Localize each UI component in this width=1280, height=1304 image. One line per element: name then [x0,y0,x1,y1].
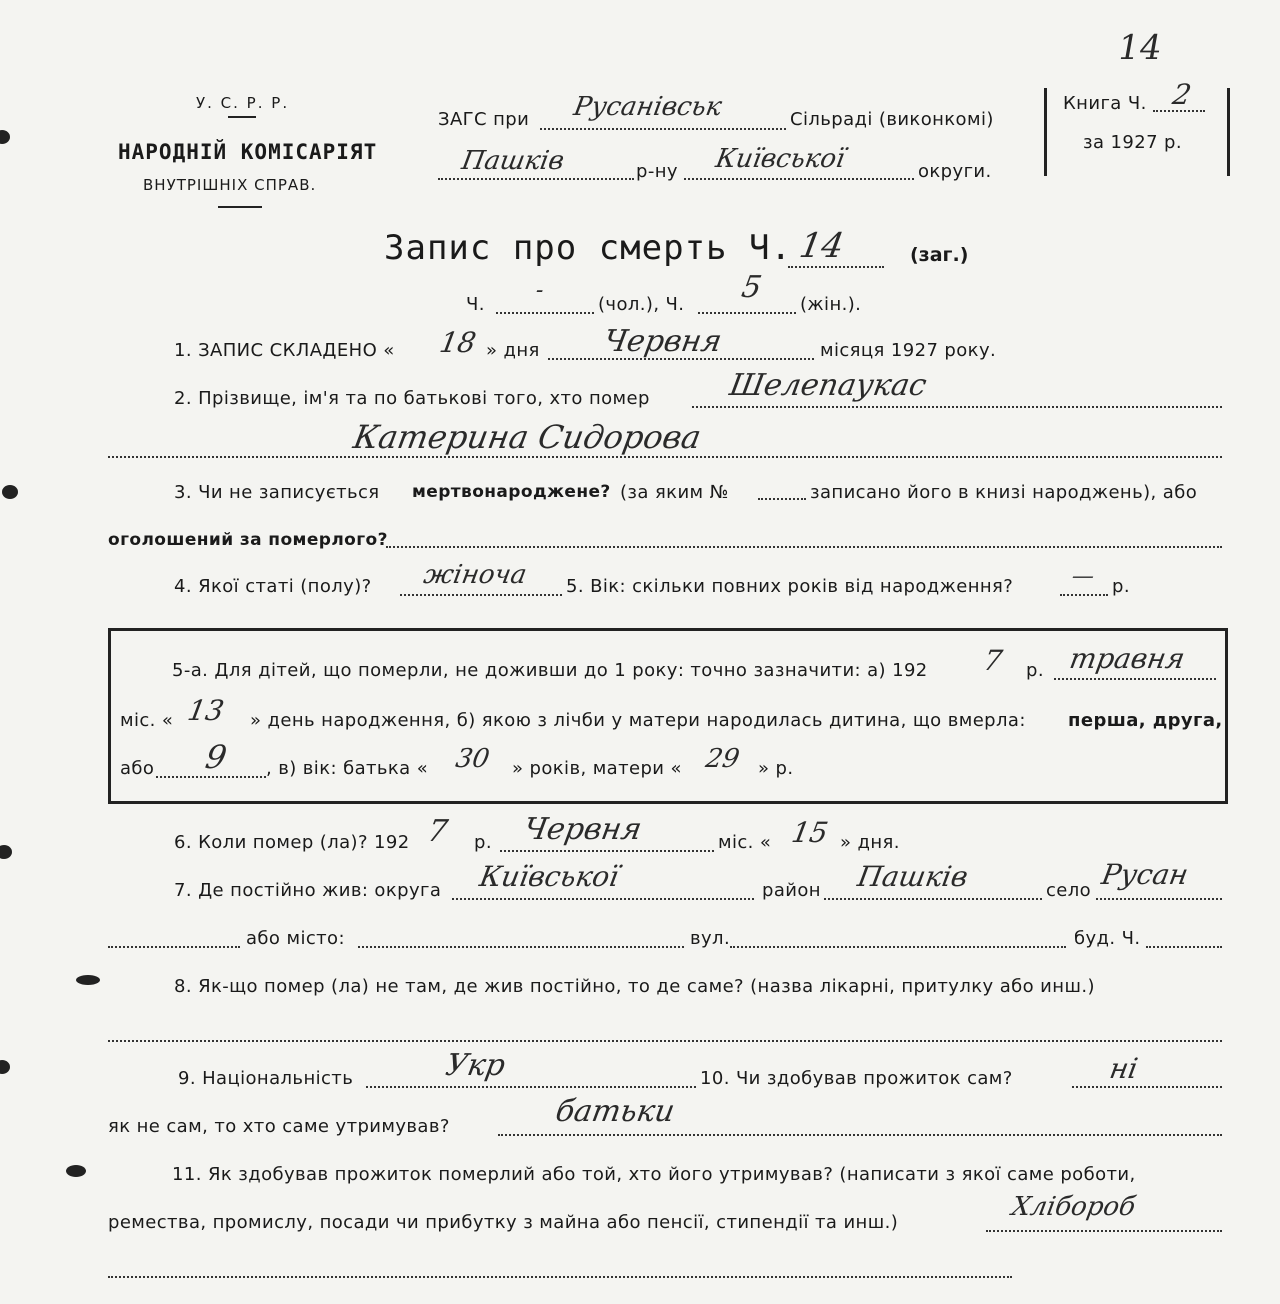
punch-hole [76,975,100,985]
zags-village-value: Русанівськ [571,92,725,122]
f7-misto-label: або місто: [246,928,345,949]
f10-value: ні [1107,1052,1141,1085]
male-count: - [533,278,546,303]
divider [218,206,262,208]
f10-supporter-label: як не сам, то хто саме утримував? [108,1116,450,1137]
f5a-line2: » день народження, б) якою з лічби у матери народилась дитина, що вмерла: [250,710,1026,731]
f11-line2: ремества, промислу, посади чи прибутку з майна або пенсії, стипендії та инш.) [108,1212,899,1233]
f7-okrug: Київської [477,860,622,893]
f10-supporter: батьки [552,1094,678,1129]
department-label: ВНУТРІШНІХ СПРАВ. [143,176,317,194]
f6-month: Червня [520,812,645,847]
f10-label: 10. Чи здобував прожиток сам? [700,1068,1013,1089]
f6-day: 15 [789,816,831,849]
f1-month: Червня [600,324,725,359]
f2-label: 2. Прізвище, ім'я та по батькові того, хто помер [174,388,650,409]
divider [228,116,256,118]
f7-bud-label: буд. Ч. [1074,928,1141,949]
okrug-label: округи. [918,161,992,182]
title-suffix: (заг.) [910,244,969,266]
f6-r: р. [474,832,492,853]
okrug-value: Київської [713,144,848,174]
f4-sex: жіноча [421,560,529,590]
f5-unit: р. [1112,576,1130,597]
f1-day: 18 [437,326,479,359]
book-box [1044,78,1230,176]
f5a-end: » р. [758,758,794,779]
f5a-order: 9 [202,738,230,776]
punch-hole [0,845,12,859]
f3-label: 3. Чи не записується [174,482,380,503]
ministry-label: НАРОДНІЙ КОМІСАРІЯТ [118,140,378,164]
f6-end: » дня. [840,832,900,853]
punch-hole [0,1060,10,1074]
f6-label: 6. Коли помер (ла)? 192 [174,832,410,853]
f5a-line1: 5-а. Для дітей, що померли, не доживши до 1 року: точно зазначити: а) 192 [172,660,928,681]
f5a-first-second: перша, друга, [1068,710,1223,731]
f5a-father-label: , в) вік: батька « [266,758,429,779]
f5a-day: 13 [185,694,227,727]
f7-rayon-label: район [762,880,821,901]
f5a-year-digit: 7 [981,644,1005,677]
count-label: Ч. [466,294,485,315]
f11-line1: 11. Як здобував прожиток померлий або той, хто його утримував? (написати з якої саме роботи, [172,1164,1136,1185]
f5a-r: р. [1026,660,1044,681]
f5a-mis: міс. « [120,710,174,731]
zags-label: ЗАГС при [438,109,530,130]
f3-rest: записано його в книзі народжень), або [810,482,1198,503]
f2-name: Катерина Сидорова [350,418,704,456]
f5-label: 5. Вік: скільки повних років від народження? [566,576,1014,597]
f6-year-digit: 7 [424,814,451,849]
female-count: 5 [738,270,765,305]
f1-mid: » дня [486,340,540,361]
f6-mis: міс. « [718,832,772,853]
zags-council-label: Сільраді (виконкомі) [790,109,994,130]
f3-number-label: (за яким № [620,482,729,503]
f4-label: 4. Якої статі (полу)? [174,576,372,597]
book-label: Книга Ч. [1063,93,1147,114]
page-number: 14 [1114,28,1165,68]
f8-label: 8. Як-що помер (ла) не там, де жив постійно, то де саме? (назва лікарні, притулку або инш.) [174,976,1095,997]
f5a-or: або [120,758,155,779]
book-year: за 1927 р. [1083,132,1183,153]
f7-label: 7. Де постійно жив: округа [174,880,442,901]
f3-stillborn: мертвонароджене? [412,482,611,502]
punch-hole [66,1165,86,1177]
f2-surname: Шелепаукас [726,368,930,403]
f5a-mother-age: 29 [703,744,742,774]
f5a-month: травня [1067,642,1188,675]
document-title: Запис про смерть Ч. [384,228,792,268]
district-label: р-ну [636,161,678,182]
f1-label: 1. ЗАПИС СКЛАДЕНО « [174,340,395,361]
f5a-mother-label: » років, матери « [512,758,682,779]
f1-end: місяця 1927 року. [820,340,997,361]
f11-value: Хлібороб [1009,1192,1138,1222]
f5a-father-age: 30 [453,744,492,774]
male-count-label: (чол.), Ч. [598,294,685,315]
f7-selo-label: село [1046,880,1092,901]
f7-vul-label: вул. [690,928,731,949]
district-value: Пашків [459,146,567,176]
book-number: 2 [1170,78,1194,111]
female-count-label: (жін.). [800,294,862,315]
f9-value: Укр [442,1048,508,1083]
f7-rayon: Пашків [855,860,971,893]
f5-age: — [1069,564,1097,589]
f9-label: 9. Національність [178,1068,354,1089]
record-number: 14 [796,226,847,266]
punch-hole [0,130,10,144]
punch-hole [2,485,18,499]
ussr-label: У. С. Р. Р. [196,94,290,112]
f3-declared-dead: оголошений за померлого? [108,530,388,550]
f7-selo: Русан [1099,858,1191,891]
